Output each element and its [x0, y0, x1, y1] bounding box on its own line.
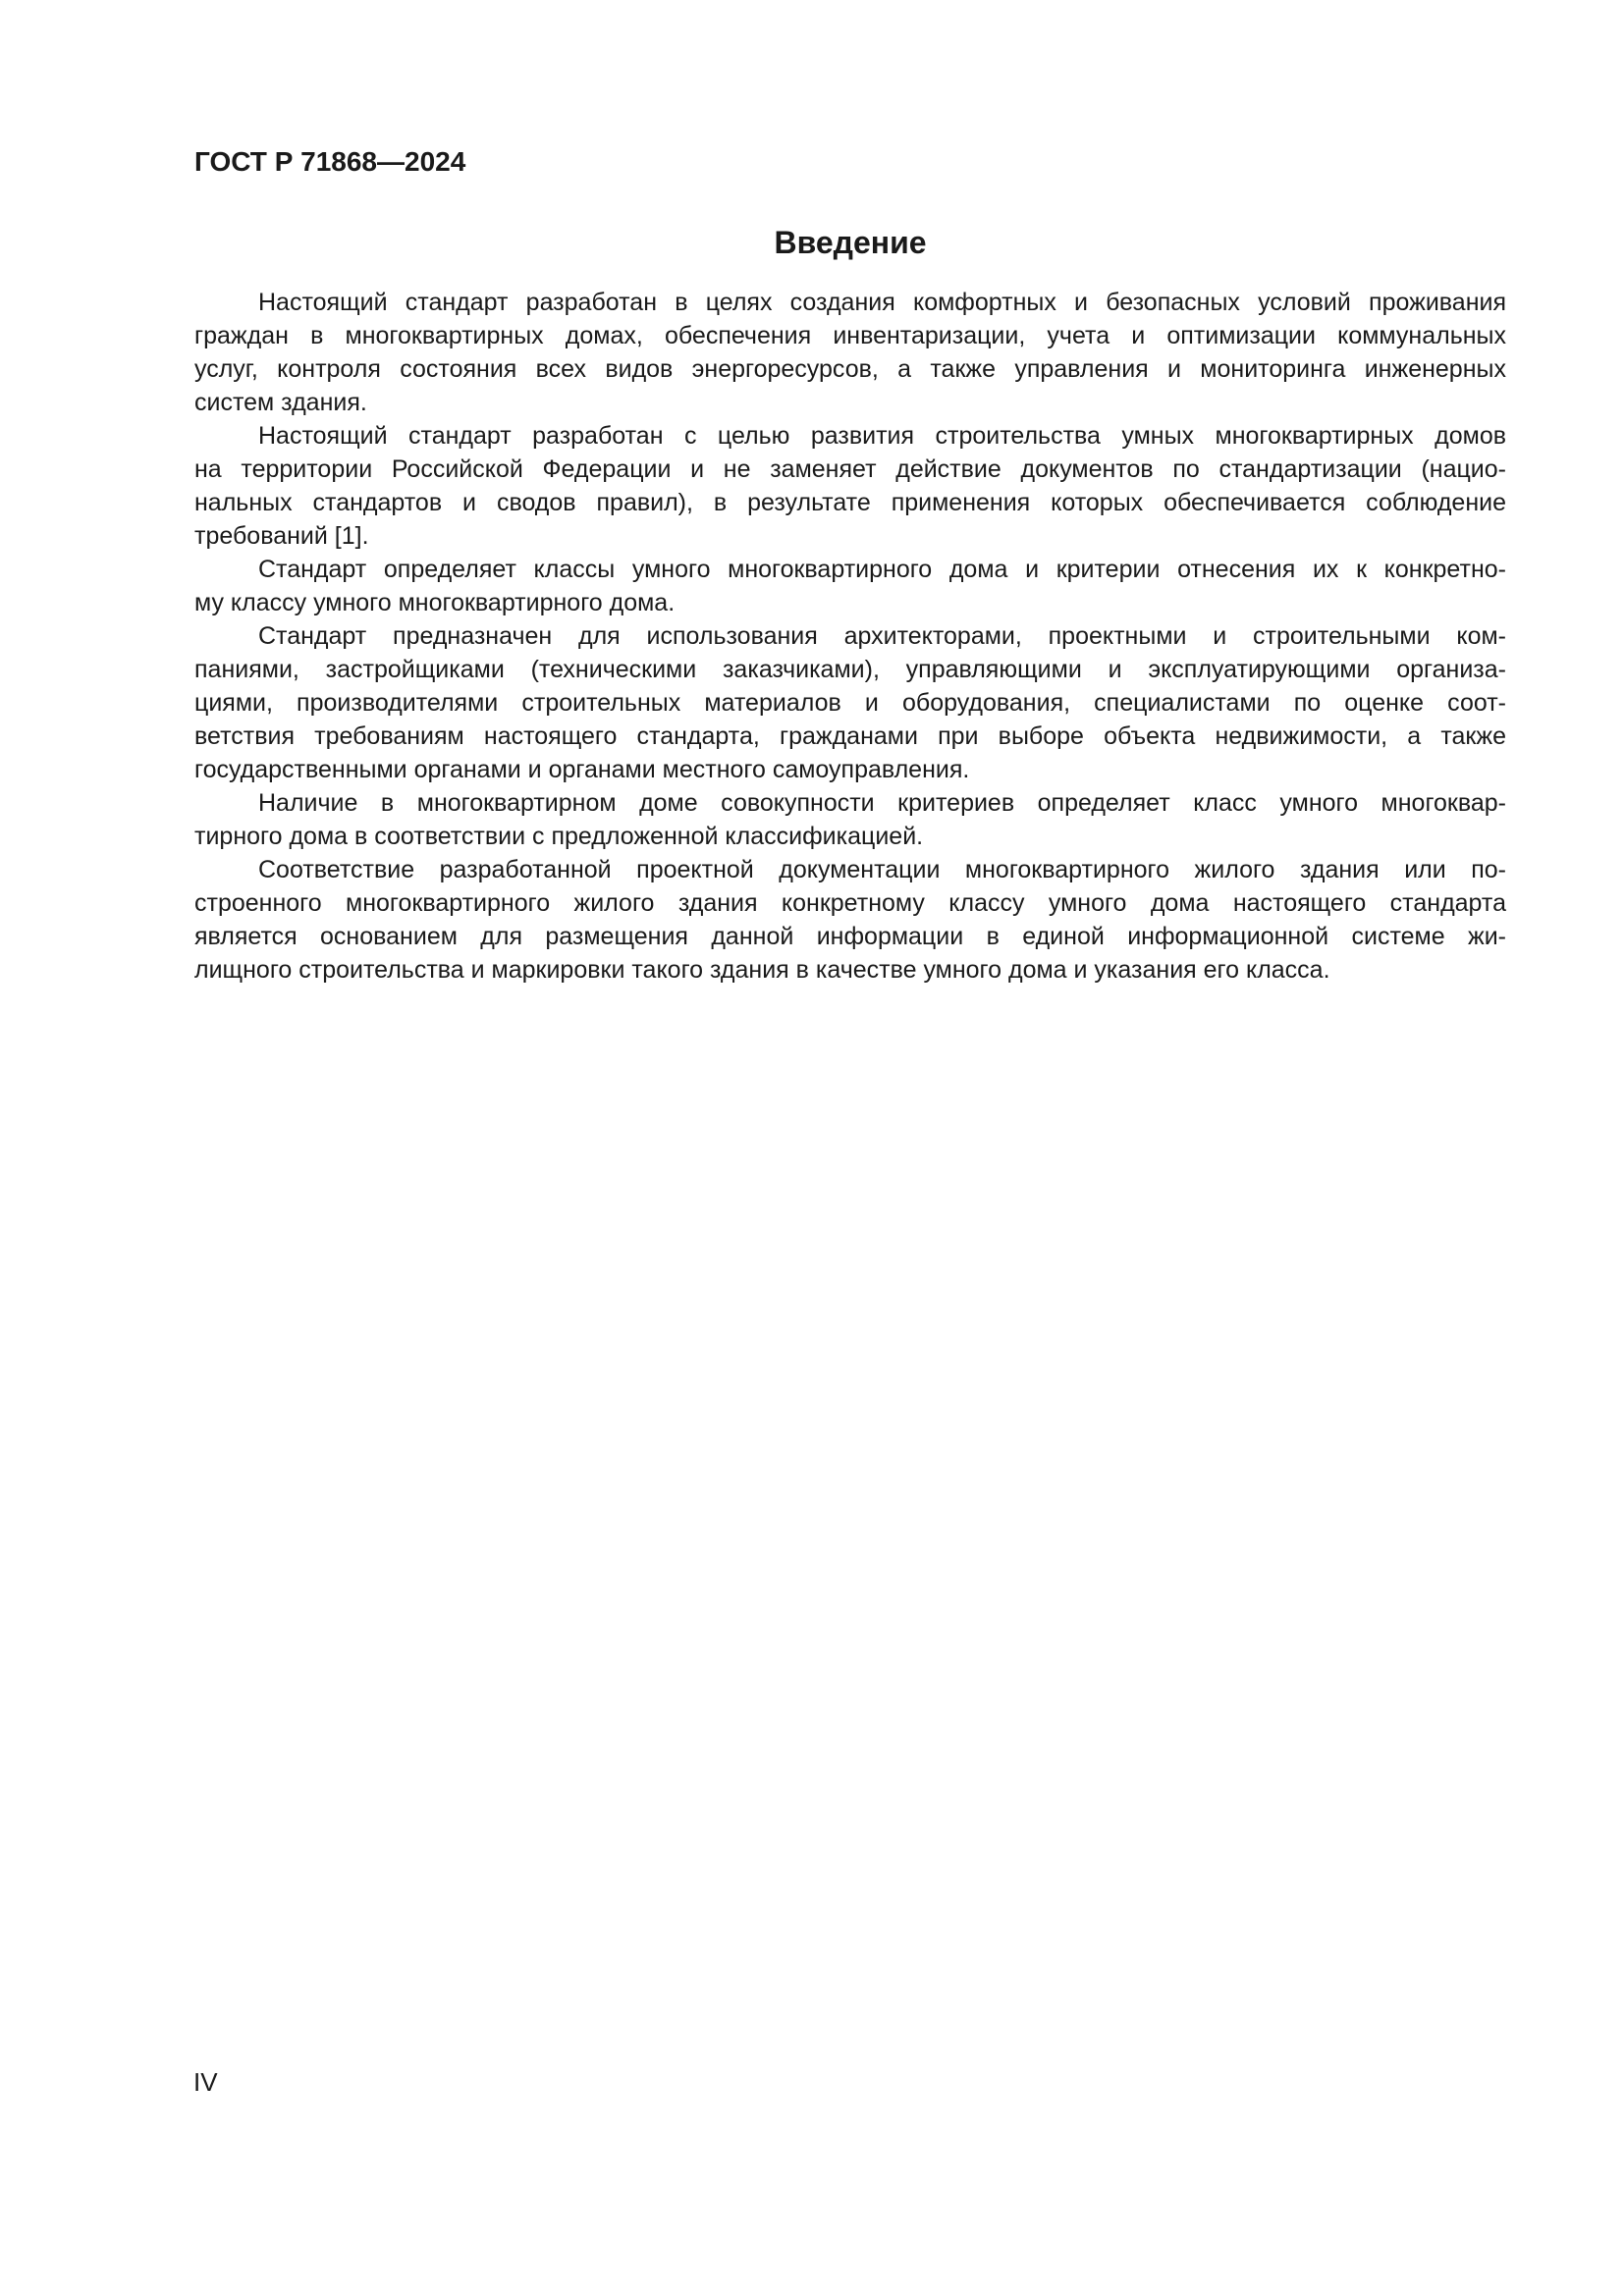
page-number: IV: [193, 2067, 218, 2097]
text-line: является основанием для размещения данной информации в единой информационной системе жи-: [194, 923, 1506, 950]
text-line: Стандарт предназначен для использования архитекторами, проектными и строительными ком-: [258, 622, 1506, 650]
text-line: государственными органами и органами местного самоуправления.: [194, 756, 970, 783]
section-title: Введение: [774, 225, 927, 260]
text-line: му классу умного многоквартирного дома.: [194, 589, 676, 616]
text-line: Настоящий стандарт разработан с целью развития строительства умных многоквартирных домов: [258, 422, 1506, 450]
text-line: на территории Российской Федерации и не заменяет действие документов по стандартизации (нацио-: [194, 455, 1506, 483]
text-line: нальных стандартов и сводов правил), в результате применения которых обеспечивается соблюдение: [194, 489, 1506, 516]
paragraph: [194, 286, 1506, 419]
text-line: циями, производителями строительных материалов и оборудования, специалистами по оценке соот-: [194, 689, 1506, 717]
text-line: ветствия требованиям настоящего стандарта, гражданами при выборе объекта недвижимости, а также: [194, 722, 1506, 750]
text-line: Стандарт определяет классы умного многоквартирного дома и критерии отнесения их к конкретно-: [258, 556, 1506, 583]
text-line: строенного многоквартирного жилого здания конкретному классу умного дома настоящего стандарта: [194, 889, 1506, 917]
text-line: паниями, застройщиками (техническими заказчиками), управляющими и эксплуатирующими организа-: [194, 656, 1506, 683]
text-line: лищного строительства и маркировки такого здания в качестве умного дома и указания его класса.: [194, 956, 1330, 984]
introduction-text: [194, 286, 1506, 987]
document-code: ГОСТ Р 71868—2024: [194, 146, 466, 177]
text-line: граждан в многоквартирных домах, обеспечения инвентаризации, учета и оптимизации коммунальных: [194, 322, 1506, 349]
text-line: услуг, контроля состояния всех видов энергоресурсов, а также управления и мониторинга инженерных: [194, 355, 1506, 383]
text-line: тирного дома в соответствии с предложенной классификацией.: [194, 823, 924, 850]
paragraph: [194, 619, 1506, 786]
text-line: Настоящий стандарт разработан в целях создания комфортных и безопасных условий проживания: [258, 289, 1506, 316]
text-line: требований [1].: [194, 522, 369, 550]
paragraph: [194, 553, 1506, 619]
text-line: Наличие в многоквартирном доме совокупности критериев определяет класс умного многоквар-: [258, 789, 1506, 817]
paragraph: [194, 786, 1506, 853]
text-line: Соответствие разработанной проектной документации многоквартирного жилого здания или по-: [258, 856, 1506, 883]
text-line: систем здания.: [194, 389, 367, 416]
paragraph: [194, 853, 1506, 987]
paragraph: [194, 419, 1506, 553]
